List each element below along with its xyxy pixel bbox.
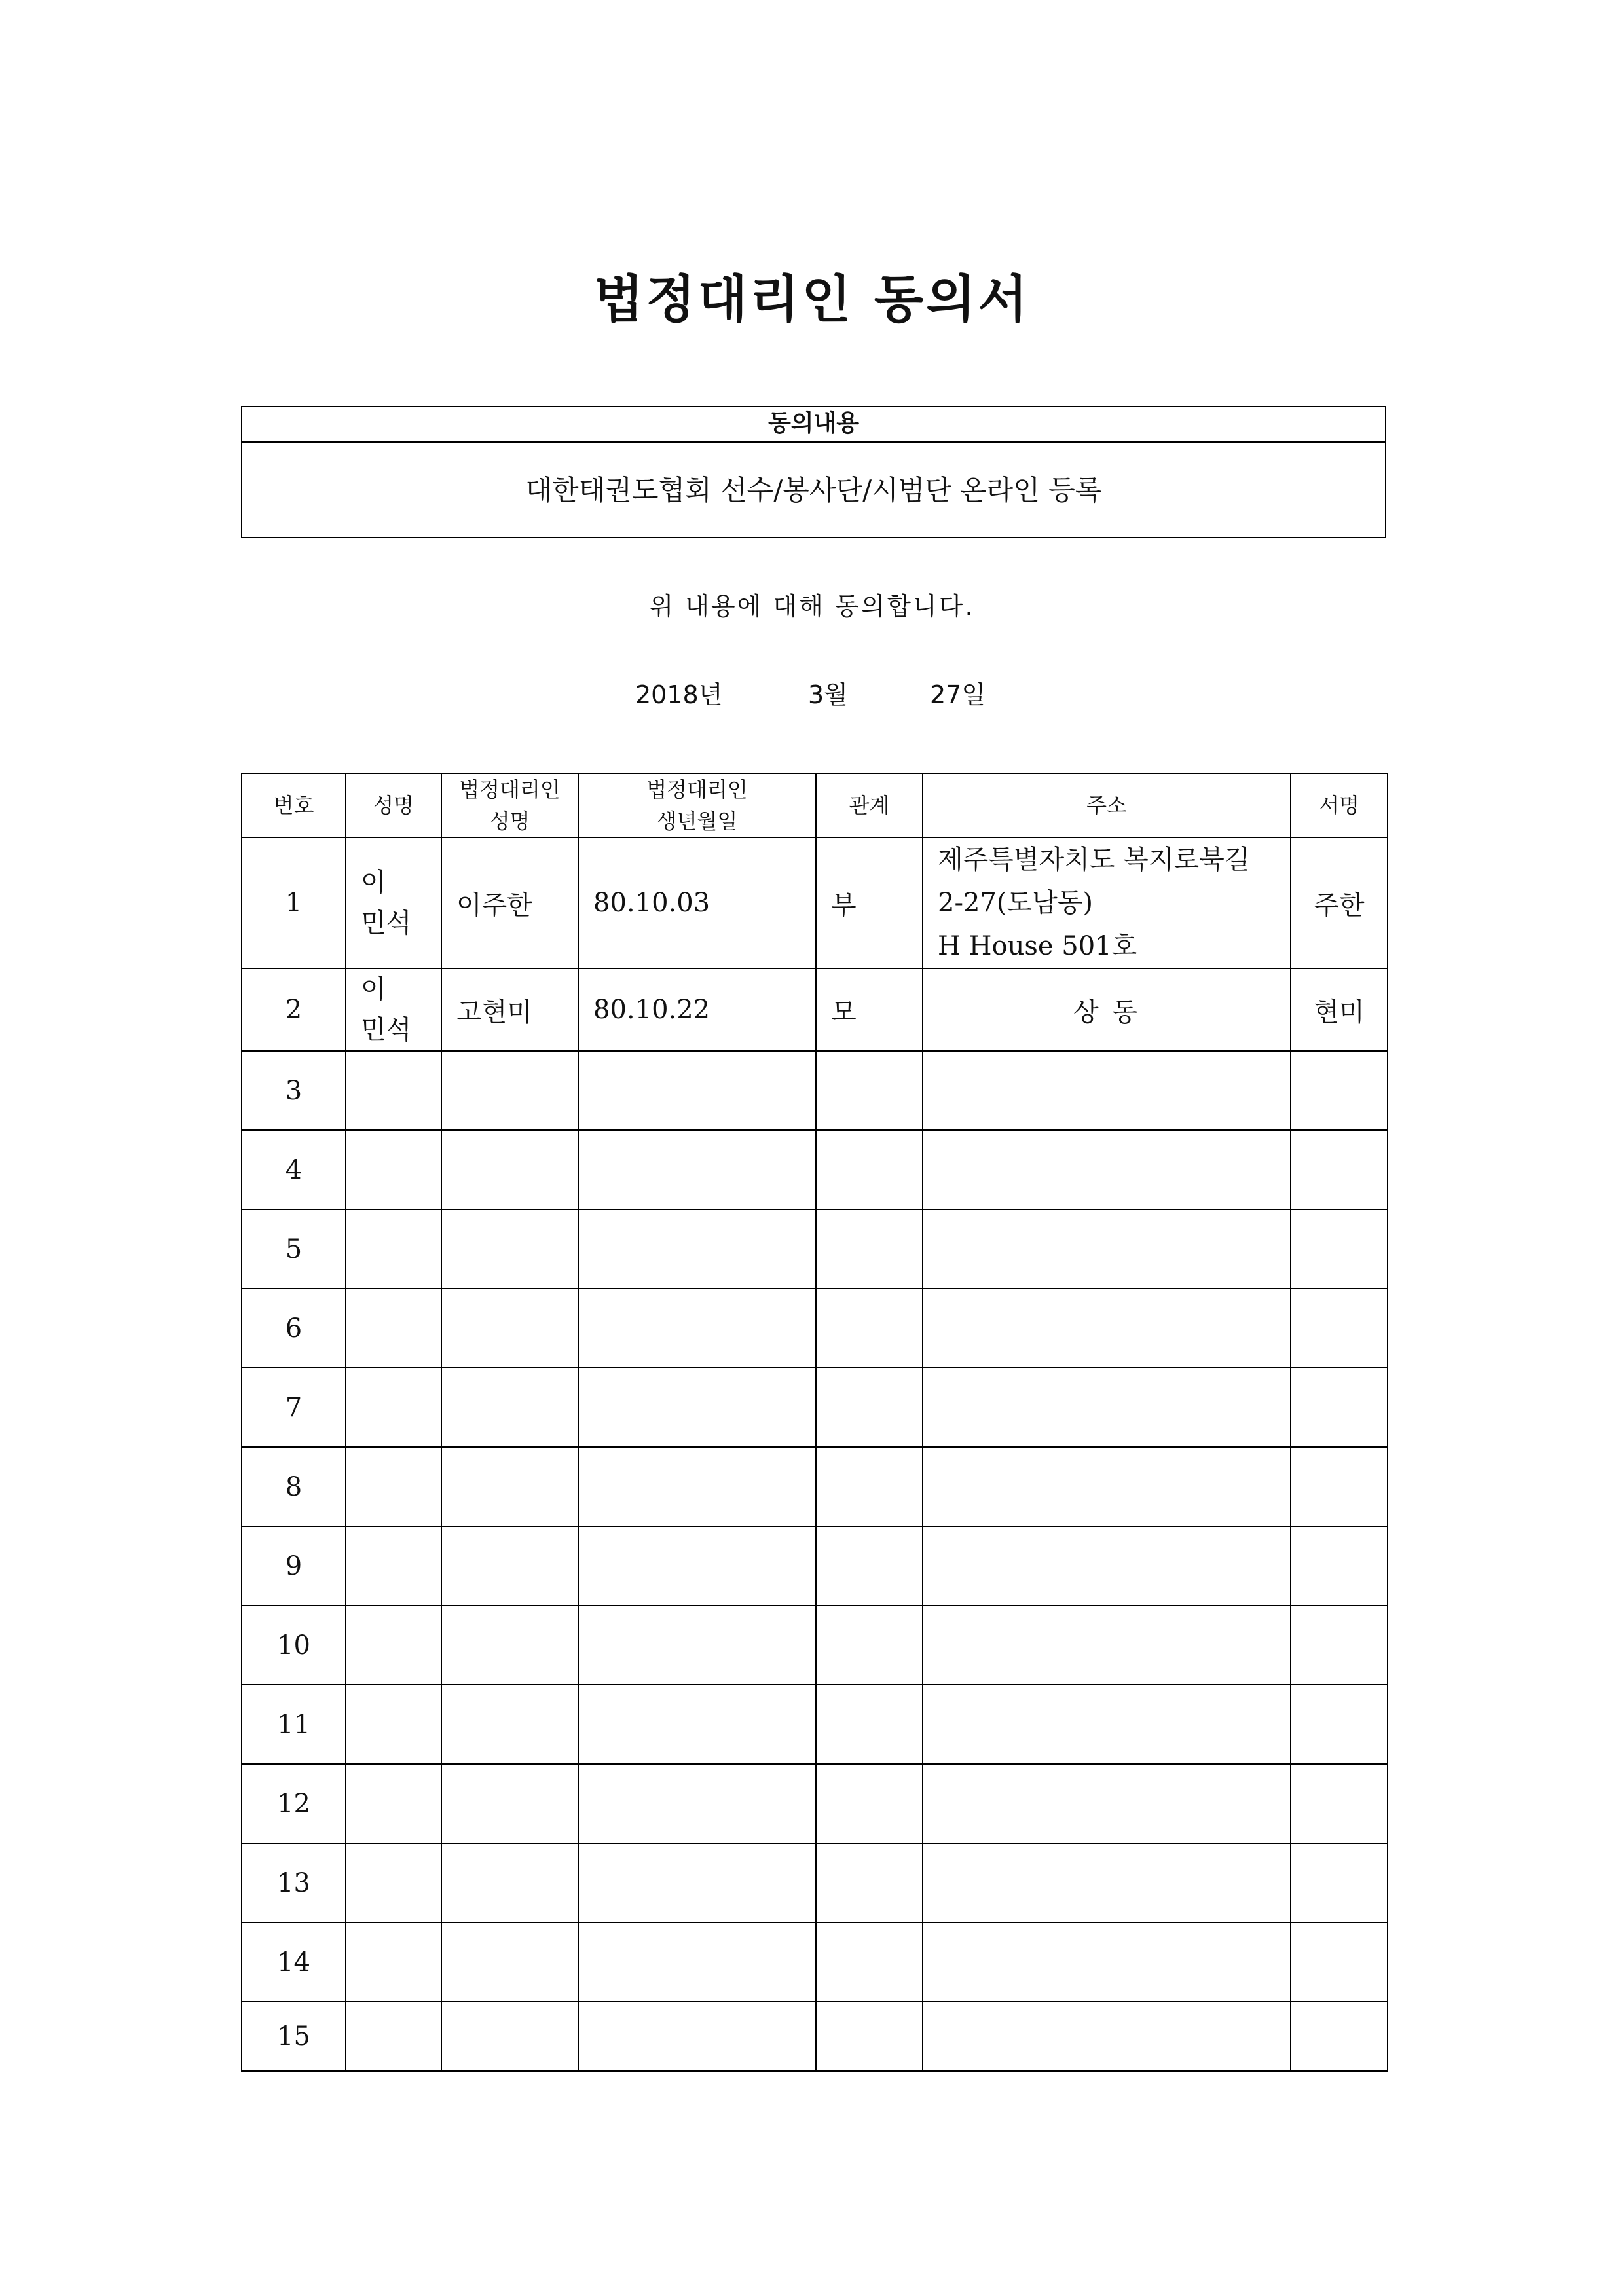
cell-no: 5 [242,1209,346,1289]
cell-relation [816,1764,923,1843]
cell-address [923,1843,1291,1922]
cell-guardian-name [441,2002,578,2071]
cell-address [923,1130,1291,1209]
header-guardian-name-line1: 법정대리인 [459,777,561,802]
cell-address [923,1764,1291,1843]
cell-guardian-birth: 80.10.22 [578,968,816,1051]
cell-relation: 모 [816,968,923,1051]
cell-guardian-name [441,1526,578,1606]
cell-relation [816,1209,923,1289]
cell-address-line2: 2-27(도남동) [938,888,1093,918]
cell-guardian-name: 이주한 [441,837,578,968]
cell-signature [1291,1130,1388,1209]
cell-name [346,1922,441,2002]
cell-name [346,1051,441,1130]
cell-guardian-birth [578,2002,816,2071]
cell-name [346,1843,441,1922]
cell-no: 13 [242,1843,346,1922]
cell-guardian-name [441,1606,578,1685]
table-row [242,1209,1388,1289]
cell-name [346,1764,441,1843]
cell-guardian-name [441,1289,578,1368]
cell-guardian-name [441,1447,578,1526]
cell-relation [816,1843,923,1922]
table-row [242,1764,1388,1843]
cell-signature [1291,1922,1388,2002]
header-guardian-name [441,773,578,837]
cell-relation [816,2002,923,2071]
date-day: 27일 [930,680,986,709]
table-row [242,1289,1388,1368]
cell-name-line1: 이 [361,974,386,1004]
table-row [242,837,1388,968]
cell-relation [816,1051,923,1130]
table-row [242,2002,1388,2071]
date-year: 2018년 [635,680,723,709]
cell-address: 상 동 [923,968,1291,1051]
cell-relation [816,1606,923,1685]
cell-name-line2: 민석 [361,1015,412,1045]
cell-guardian-birth [578,1209,816,1289]
header-guardian-birth-line2: 생년월일 [656,809,738,834]
cell-no: 11 [242,1685,346,1764]
cell-address [923,2002,1291,2071]
cell-no: 3 [242,1051,346,1130]
table-row [242,1051,1388,1130]
cell-guardian-birth: 80.10.03 [578,837,816,968]
cell-signature [1291,1368,1388,1447]
cell-guardian-name [441,1764,578,1843]
cell-name [346,1685,441,1764]
cell-guardian-name: 고현미 [441,968,578,1051]
table-row [242,968,1388,1051]
cell-address-line3: H House 501호 [938,931,1137,961]
cell-signature [1291,1526,1388,1606]
cell-no: 15 [242,2002,346,2071]
cell-relation [816,1922,923,2002]
cell-address [923,1289,1291,1368]
cell-name-line1: 이 [361,868,386,898]
cell-name [346,1368,441,1447]
cell-guardian-name [441,1130,578,1209]
cell-no: 4 [242,1130,346,1209]
cell-guardian-name [441,1843,578,1922]
header-guardian-birth-line1: 법정대리인 [646,777,748,802]
header-guardian-birth [578,773,816,837]
cell-guardian-birth [578,1130,816,1209]
cell-guardian-name [441,1209,578,1289]
cell-guardian-birth [578,1447,816,1526]
cell-address [923,1051,1291,1130]
cell-guardian-name [441,1685,578,1764]
cell-address [923,1368,1291,1447]
cell-signature [1291,1764,1388,1843]
table-row [242,1843,1388,1922]
table-row [242,1526,1388,1606]
cell-signature: 현미 [1291,968,1388,1051]
cell-no: 7 [242,1368,346,1447]
cell-guardian-birth [578,1922,816,2002]
cell-address [923,837,1291,968]
cell-address [923,1526,1291,1606]
cell-signature [1291,1606,1388,1685]
cell-name [346,1606,441,1685]
consent-box [241,406,1386,538]
cell-signature [1291,1289,1388,1368]
cell-name [346,1447,441,1526]
cell-name [346,1130,441,1209]
cell-name [346,1209,441,1289]
cell-address-line1: 제주특별자치도 복지로북길 [938,845,1250,875]
cell-relation [816,1685,923,1764]
cell-relation: 부 [816,837,923,968]
table-row [242,1130,1388,1209]
page-title: 법정대리인 동의서 [594,270,1030,329]
header-signature: 서명 [1291,773,1388,837]
cell-guardian-name [441,1368,578,1447]
cell-no: 9 [242,1526,346,1606]
cell-name [346,1289,441,1368]
header-guardian-name-line2: 성명 [489,809,530,834]
cell-no: 1 [242,837,346,968]
cell-no: 6 [242,1289,346,1368]
cell-guardian-birth [578,1526,816,1606]
cell-name-line2: 민석 [361,908,412,938]
cell-signature: 주한 [1291,837,1388,968]
header-relation: 관계 [816,773,923,837]
cell-guardian-name [441,1051,578,1130]
cell-name [346,968,441,1051]
registration-table [241,773,1388,2072]
cell-relation [816,1447,923,1526]
cell-address [923,1209,1291,1289]
table-row [242,1685,1388,1764]
cell-guardian-birth [578,1051,816,1130]
cell-address [923,1685,1291,1764]
cell-address [923,1447,1291,1526]
cell-no: 2 [242,968,346,1051]
cell-guardian-name [441,1922,578,2002]
table-row [242,1447,1388,1526]
cell-relation [816,1526,923,1606]
cell-name [346,1526,441,1606]
cell-name [346,2002,441,2071]
cell-guardian-birth [578,1764,816,1843]
table-row [242,1922,1388,2002]
header-name: 성명 [346,773,441,837]
cell-signature [1291,1447,1388,1526]
cell-signature [1291,1843,1388,1922]
table-header-row [242,773,1388,837]
table-row [242,1606,1388,1685]
cell-relation [816,1289,923,1368]
cell-no: 14 [242,1922,346,2002]
cell-guardian-birth [578,1843,816,1922]
agreement-statement: 위 내용에 대해 동의합니다. [649,592,975,621]
cell-guardian-birth [578,1289,816,1368]
cell-guardian-birth [578,1368,816,1447]
cell-signature [1291,1209,1388,1289]
cell-no: 12 [242,1764,346,1843]
cell-guardian-birth [578,1606,816,1685]
cell-signature [1291,1051,1388,1130]
cell-no: 10 [242,1606,346,1685]
header-no: 번호 [242,773,346,837]
consent-content: 대한태권도협회 선수/봉사단/시범단 온라인 등록 [525,474,1102,506]
cell-address [923,1606,1291,1685]
cell-relation [816,1130,923,1209]
cell-address [923,1922,1291,2002]
cell-name [346,837,441,968]
consent-header: 동의내용 [242,407,1385,443]
cell-signature [1291,1685,1388,1764]
date-month: 3월 [808,680,848,709]
cell-relation [816,1368,923,1447]
cell-guardian-birth [578,1685,816,1764]
cell-no: 8 [242,1447,346,1526]
cell-signature [1291,2002,1388,2071]
header-address: 주소 [923,773,1291,837]
table-row [242,1368,1388,1447]
